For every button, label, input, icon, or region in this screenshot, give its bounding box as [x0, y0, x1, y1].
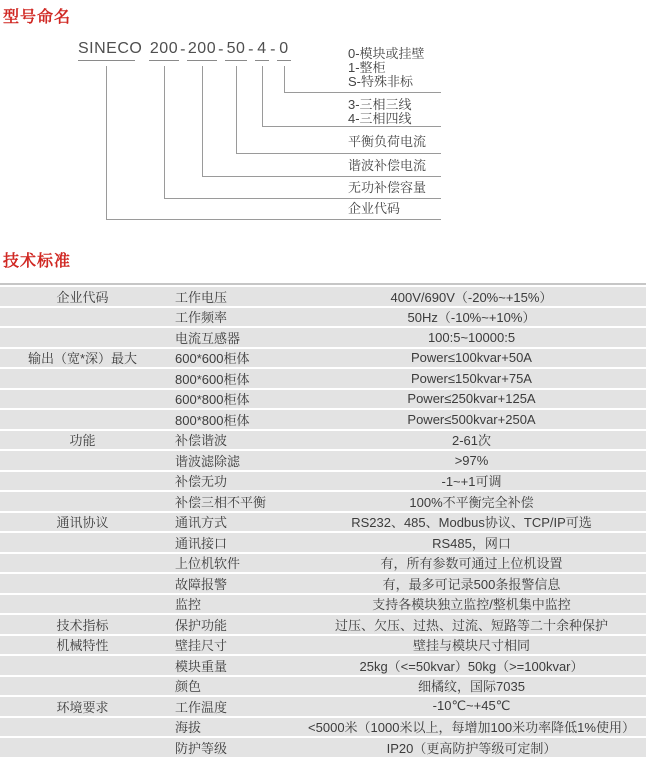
table-row [0, 677, 646, 696]
table-row [0, 472, 646, 491]
branch-label-line: 4-三相四线 [348, 111, 412, 126]
branch-label-mount-type [348, 47, 425, 89]
table-row [0, 595, 646, 614]
spec-item-cell: 模块重量 [175, 658, 228, 674]
branch-horizontal-line [106, 219, 441, 220]
spec-value-cell: <5000米（1000米以上，每增加100米功率降低1%使用） [308, 720, 635, 736]
branch-horizontal-line [262, 126, 441, 127]
spec-item-cell: 800*800柜体 [175, 412, 250, 428]
spec-group-cell: 机械特性 [56, 638, 109, 654]
spec-group-cell: 环境要求 [56, 699, 109, 715]
spec-value-cell: Power≤250kvar+125A [407, 391, 536, 407]
model-segment: 200 [149, 40, 179, 61]
model-separator: - [248, 41, 254, 58]
spec-table [0, 283, 646, 759]
spec-value-cell: 25kg（<=50kvar）50kg（>=100kvar） [359, 658, 584, 674]
spec-item-cell: 上位机软件 [175, 556, 241, 572]
spec-item-cell: 海拔 [175, 720, 202, 736]
spec-value-cell: -10℃~+45℃ [432, 698, 511, 714]
branch-horizontal-line [164, 198, 441, 199]
spec-item-cell: 故障报警 [175, 576, 228, 592]
spec-value-cell: -1~+1可调 [441, 474, 502, 490]
branch-label-line: 企业代码 [348, 201, 401, 216]
table-row [0, 718, 646, 737]
branch-label-harmonic-current [348, 159, 426, 173]
branch-label-line: 无功补偿容量 [348, 180, 427, 195]
spec-item-cell: 800*600柜体 [175, 371, 250, 387]
branch-label-reactive-capacity [348, 181, 426, 195]
table-row [0, 287, 646, 306]
spec-value-cell: 100%不平衡完全补偿 [409, 494, 534, 510]
model-prefix: SINECO [78, 40, 135, 61]
spec-value-cell: RS232、485、Modbus协议、TCP/IP可选 [351, 515, 592, 531]
spec-value-cell: 50Hz（-10%~+10%） [407, 310, 536, 326]
table-row [0, 369, 646, 388]
branch-horizontal-line [202, 176, 441, 177]
spec-item-cell: 防护等级 [175, 740, 228, 756]
spec-item-cell: 600*800柜体 [175, 392, 250, 408]
model-segment: 50 [225, 40, 247, 61]
spec-value-cell: 过压、欠压、过热、过流、短路等二十余种保护 [334, 617, 608, 633]
table-row [0, 390, 646, 409]
model-segment: 200 [187, 40, 217, 61]
spec-item-cell: 补偿谐波 [175, 433, 228, 449]
branch-vertical-line [202, 66, 203, 176]
table-row [0, 513, 646, 532]
spec-item-cell: 工作频率 [175, 310, 228, 326]
branch-label-wiring-type [348, 98, 412, 126]
branch-vertical-line [262, 66, 263, 126]
spec-value-cell: 支持各模块独立监控/整机集中监控 [372, 597, 571, 613]
spec-item-cell: 通讯接口 [175, 535, 228, 551]
table-row [0, 431, 646, 450]
branch-label-line: 3-三相三线 [348, 97, 412, 112]
model-naming-diagram [0, 0, 646, 240]
model-separator: - [218, 41, 224, 58]
spec-item-cell: 监控 [175, 597, 202, 613]
spec-item-cell: 工作温度 [175, 699, 228, 715]
spec-value-cell: 有，最多可记录500条报警信息 [382, 576, 561, 592]
table-row [0, 451, 646, 470]
spec-group-cell: 功能 [69, 433, 96, 449]
model-separator: - [270, 41, 276, 58]
branch-label-balance-current [348, 135, 426, 149]
table-row [0, 533, 646, 552]
branch-label-enterprise-code [348, 202, 400, 216]
spec-item-cell: 工作电压 [175, 289, 228, 305]
spec-value-cell: 有，所有参数可通过上位机设置 [380, 556, 563, 572]
spec-value-cell: Power≤150kvar+75A [411, 370, 532, 386]
table-row [0, 308, 646, 327]
table-row [0, 328, 646, 347]
spec-item-cell: 通讯方式 [175, 515, 228, 531]
spec-group-cell: 输出（宽*深）最大 [27, 351, 138, 367]
table-row [0, 636, 646, 655]
spec-value-cell: Power≤500kvar+250A [407, 411, 536, 427]
model-naming-title: 型号命名 [3, 9, 72, 26]
spec-group-cell: 通讯协议 [56, 515, 109, 531]
spec-value-cell: 壁挂与模块尺寸相同 [412, 638, 530, 654]
table-row [0, 492, 646, 511]
spec-group-cell: 技术指标 [56, 617, 109, 633]
branch-label-line: 平衡负荷电流 [348, 134, 427, 149]
branch-label-line: 0-模块或挂壁 [348, 46, 425, 61]
spec-item-cell: 600*600柜体 [175, 351, 250, 367]
spec-item-cell: 颜色 [175, 679, 202, 695]
branch-label-line: S-特殊非标 [348, 74, 414, 89]
model-separator: - [180, 41, 186, 58]
spec-item-cell: 壁挂尺寸 [175, 638, 228, 654]
table-row [0, 554, 646, 573]
spec-item-cell: 保护功能 [175, 617, 228, 633]
spec-value-cell: 100:5~10000:5 [427, 329, 516, 345]
table-row [0, 656, 646, 675]
spec-item-cell: 电流互感器 [175, 330, 241, 346]
branch-horizontal-line [284, 92, 441, 93]
model-segment: 4 [255, 40, 269, 61]
tech-standard-title: 技术标准 [3, 253, 72, 270]
spec-item-cell: 补偿三相不平衡 [175, 494, 267, 510]
spec-group-cell: 企业代码 [56, 289, 109, 305]
branch-vertical-line [164, 66, 165, 198]
spec-value-cell: RS485，网口 [432, 535, 511, 551]
spec-value-cell: 细橘纹，国际7035 [418, 679, 525, 695]
spec-item-cell: 补偿无功 [175, 474, 228, 490]
table-row [0, 349, 646, 368]
branch-vertical-line [236, 66, 237, 153]
table-row [0, 615, 646, 634]
model-code [78, 40, 291, 61]
table-row [0, 738, 646, 757]
spec-item-cell: 谐波滤除滤 [175, 453, 241, 469]
table-row [0, 410, 646, 429]
spec-value-cell: Power≤100kvar+50A [411, 350, 532, 366]
spec-value-cell: >97% [454, 452, 489, 468]
branch-label-line: 谐波补偿电流 [348, 158, 427, 173]
branch-horizontal-line [236, 153, 441, 154]
model-segment: 0 [277, 40, 291, 61]
table-row [0, 574, 646, 593]
branch-vertical-line [284, 66, 285, 92]
spec-value-cell: 400V/690V（-20%~+15%） [390, 289, 553, 305]
branch-vertical-line [106, 66, 107, 219]
spec-value-cell: IP20（更高防护等级可定制） [386, 740, 557, 756]
spec-value-cell: 2-61次 [451, 433, 492, 449]
branch-label-line: 1-整柜 [348, 60, 386, 75]
table-row [0, 697, 646, 716]
